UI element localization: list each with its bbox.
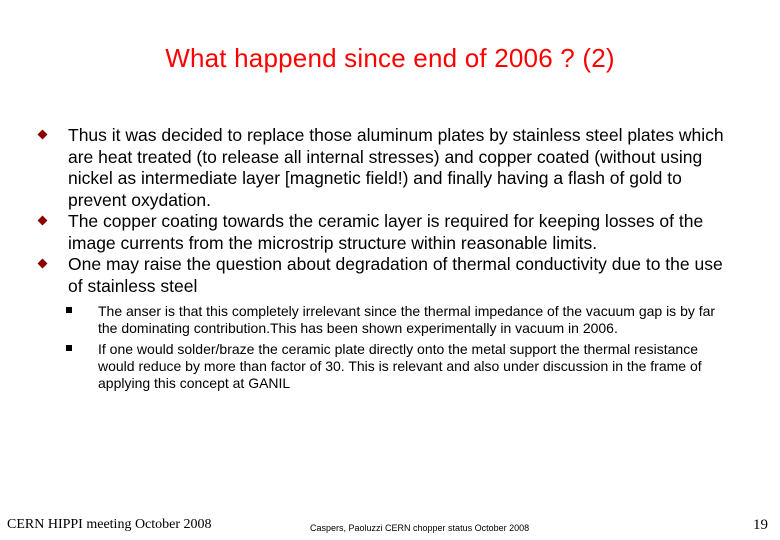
diamond-bullet-icon <box>38 259 47 268</box>
bullet-text: One may raise the question about degradation of thermal conductivity due to the use of stainless steel <box>68 254 723 296</box>
sub-bullet-text: If one would solder/braze the ceramic plate directly onto the metal support the thermal resistance would reduce by more than factor of 30. This is relevant and also under discussion in the frame of applying this concept at GANIL <box>98 341 702 391</box>
footer-event: CERN HIPPI meeting October 2008 <box>7 517 212 532</box>
bullet-item <box>38 211 738 254</box>
sub-bullet-item <box>66 303 738 337</box>
sub-bullet-item <box>66 341 738 392</box>
diamond-bullet-icon <box>38 130 47 139</box>
page-number: 19 <box>753 517 768 533</box>
bullet-item <box>38 254 738 297</box>
bullet-text: Thus it was decided to replace those aluminum plates by stainless steel plates which are heat treated (to release all internal stresses) and copper coated (without using nickel as intermediate layer [magnetic field!) and finally having a flash of gold to prevent oxydation. <box>68 125 724 210</box>
bullet-text: The copper coating towards the ceramic layer is required for keeping losses of the image currents from the microstrip structure within reasonable limits. <box>68 211 704 253</box>
slide-title: What happend since end of 2006 ? (2) <box>165 43 615 73</box>
square-bullet-icon <box>66 307 72 313</box>
diamond-bullet-icon <box>38 216 47 225</box>
sub-bullet-text: The anser is that this completely irrelevant since the thermal impedance of the vacuum gap is by far the dominating contribution.This has been shown experimentally in vacuum in 2006. <box>98 303 716 336</box>
bullet-item <box>38 125 738 211</box>
footer-authors: Caspers, Paoluzzi CERN chopper status October 2008 <box>310 523 530 533</box>
bullet-list <box>38 125 738 396</box>
sub-bullet-list <box>38 303 738 392</box>
square-bullet-icon <box>66 345 72 351</box>
